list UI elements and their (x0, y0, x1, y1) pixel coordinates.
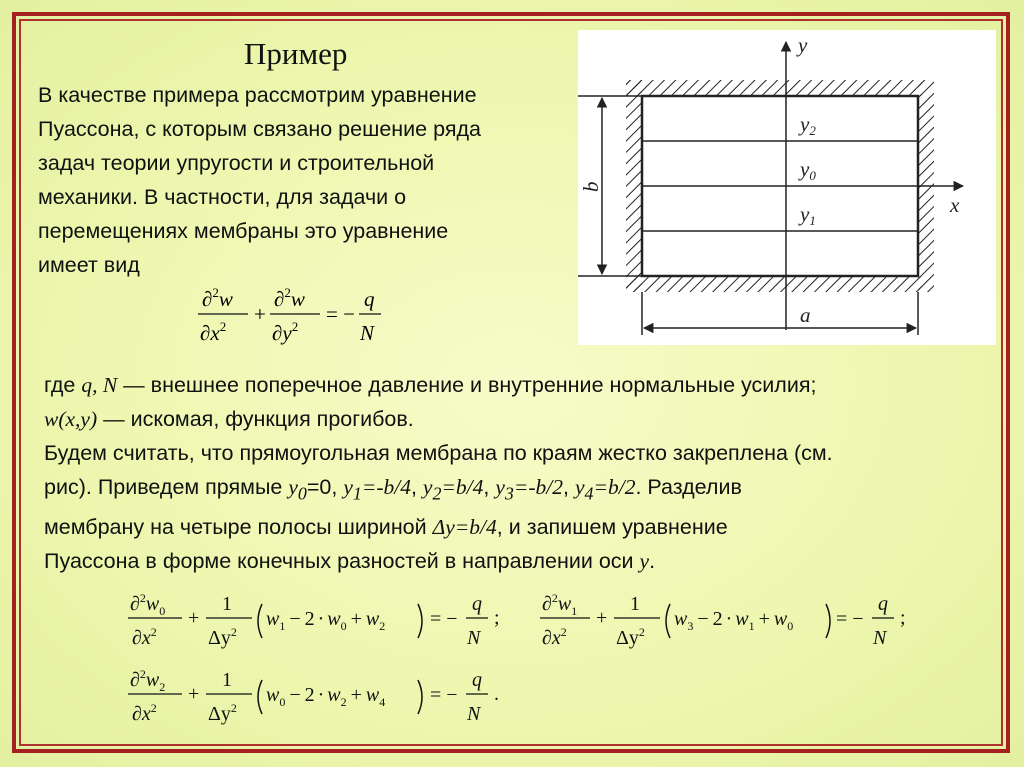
svg-text:1: 1 (222, 593, 232, 615)
svg-text:= −: = − (430, 684, 458, 706)
svg-text:∂x2: $\partial x^2$ (132, 625, 157, 649)
svg-text:∂2w1: $\partial^2w_1$ (542, 591, 578, 618)
svg-text:N: N (873, 627, 887, 649)
svg-text:Δy2: $\Delta y^2$ (208, 701, 237, 725)
intro-line: механики. В частности, для задачи о (38, 185, 407, 209)
svg-text:∂2w0: $\partial^2w_0$ (130, 591, 166, 618)
fd-equation-w0 (126, 586, 516, 656)
svg-text:q: q (364, 287, 375, 311)
body-line-4: рис). Приведем прямые $y_0=0$, $y_1=-b/4$, $y_2=b/4$, $y_3=-b/2$, $y_4=b/2$. Разделив (44, 475, 742, 504)
svg-text:w1−2·w0+w2: $w_1 - 2 \cdot w_0 + w_2$ (266, 608, 386, 633)
body-line-1: где q, N — внешнее поперечное давление и внутренние нормальные усилия; (44, 373, 817, 397)
svg-text:Δy2: $\Delta y^2$ (616, 625, 645, 649)
dim-a-label: a (800, 303, 811, 327)
intro-line: имеет вид (38, 253, 140, 277)
axis-x-label: x (950, 193, 960, 217)
slide-title: Пример (244, 36, 348, 71)
svg-text:1: 1 (630, 593, 640, 615)
svg-text:;: ; (494, 607, 500, 629)
svg-text:+: + (596, 607, 608, 629)
body-paragraph (44, 368, 1004, 578)
body-line-6: Пуассона в форме конечных разностей в направлении оси y. (44, 549, 656, 574)
svg-text:w0−2·w2+w4: $w_0 - 2 \cdot w_2 + w_4$ (266, 684, 386, 709)
svg-text:= −: = − (836, 608, 864, 630)
intro-line: Пуассона, с которым связано решение ряда (38, 117, 481, 141)
axis-y-label: y (798, 33, 808, 57)
intro-line: В качестве примера рассмотрим уравнение (38, 83, 477, 107)
dim-b-label: b (579, 181, 603, 192)
membrane-diagram (578, 30, 996, 345)
top-hatch (626, 80, 922, 96)
svg-text:= −: = − (430, 608, 458, 630)
svg-text:q: q (878, 593, 888, 615)
intro-line: задач теории упругости и строительной (38, 151, 435, 175)
svg-text:N: N (467, 703, 481, 725)
svg-text:1: 1 (222, 669, 232, 691)
svg-text:+: + (188, 607, 200, 629)
svg-text:∂x2: $\partial x^2$ (132, 701, 157, 725)
bottom-hatch (626, 276, 922, 292)
svg-text:.: . (494, 683, 499, 705)
eq-denominator-1: $\partial x^2$ (200, 319, 227, 345)
intro-paragraph (38, 78, 578, 282)
fd-equation-w2 (126, 662, 516, 732)
poisson-equation (196, 282, 396, 348)
fd-equation-w1 (538, 586, 918, 656)
eq-denominator-2: $\partial y^2$ (272, 319, 299, 345)
body-line-3: Будем считать, что прямоугольная мембрана по краям жестко закреплена (см. (44, 441, 833, 465)
svg-text:+: + (254, 302, 266, 326)
svg-text:w3−2·w1+w0: $w_3 - 2 \cdot w_1 + w_0$ (674, 608, 794, 633)
body-line-2: w(x,y) — искомая, функция прогибов. (44, 407, 414, 431)
eq-numerator-1: ∂$^2$w (202, 285, 233, 311)
svg-text:N: N (360, 321, 375, 345)
line-y1-label: y1 (800, 202, 816, 228)
body-line-5: мембрану на четыре полосы шириной Δy=b/4, и запишем уравнение (44, 515, 728, 540)
svg-text:N: N (467, 627, 481, 649)
svg-text:+: + (188, 683, 200, 705)
line-y2-label: y2 (800, 112, 816, 138)
intro-line: перемещениях мембраны это уравнение (38, 219, 449, 243)
svg-text:∂2w2: $\partial^2w_2$ (130, 667, 166, 694)
line-y0-label: y0 (800, 157, 816, 183)
svg-text:q: q (472, 593, 482, 615)
svg-text:Δy2: $\Delta y^2$ (208, 625, 237, 649)
eq-numerator-2: ∂$^2$w (274, 285, 305, 311)
svg-text:;: ; (900, 607, 906, 629)
svg-text:= −: = − (326, 302, 355, 326)
svg-text:q: q (472, 669, 482, 691)
left-hatch (626, 80, 642, 292)
svg-text:∂x2: $\partial x^2$ (542, 625, 567, 649)
